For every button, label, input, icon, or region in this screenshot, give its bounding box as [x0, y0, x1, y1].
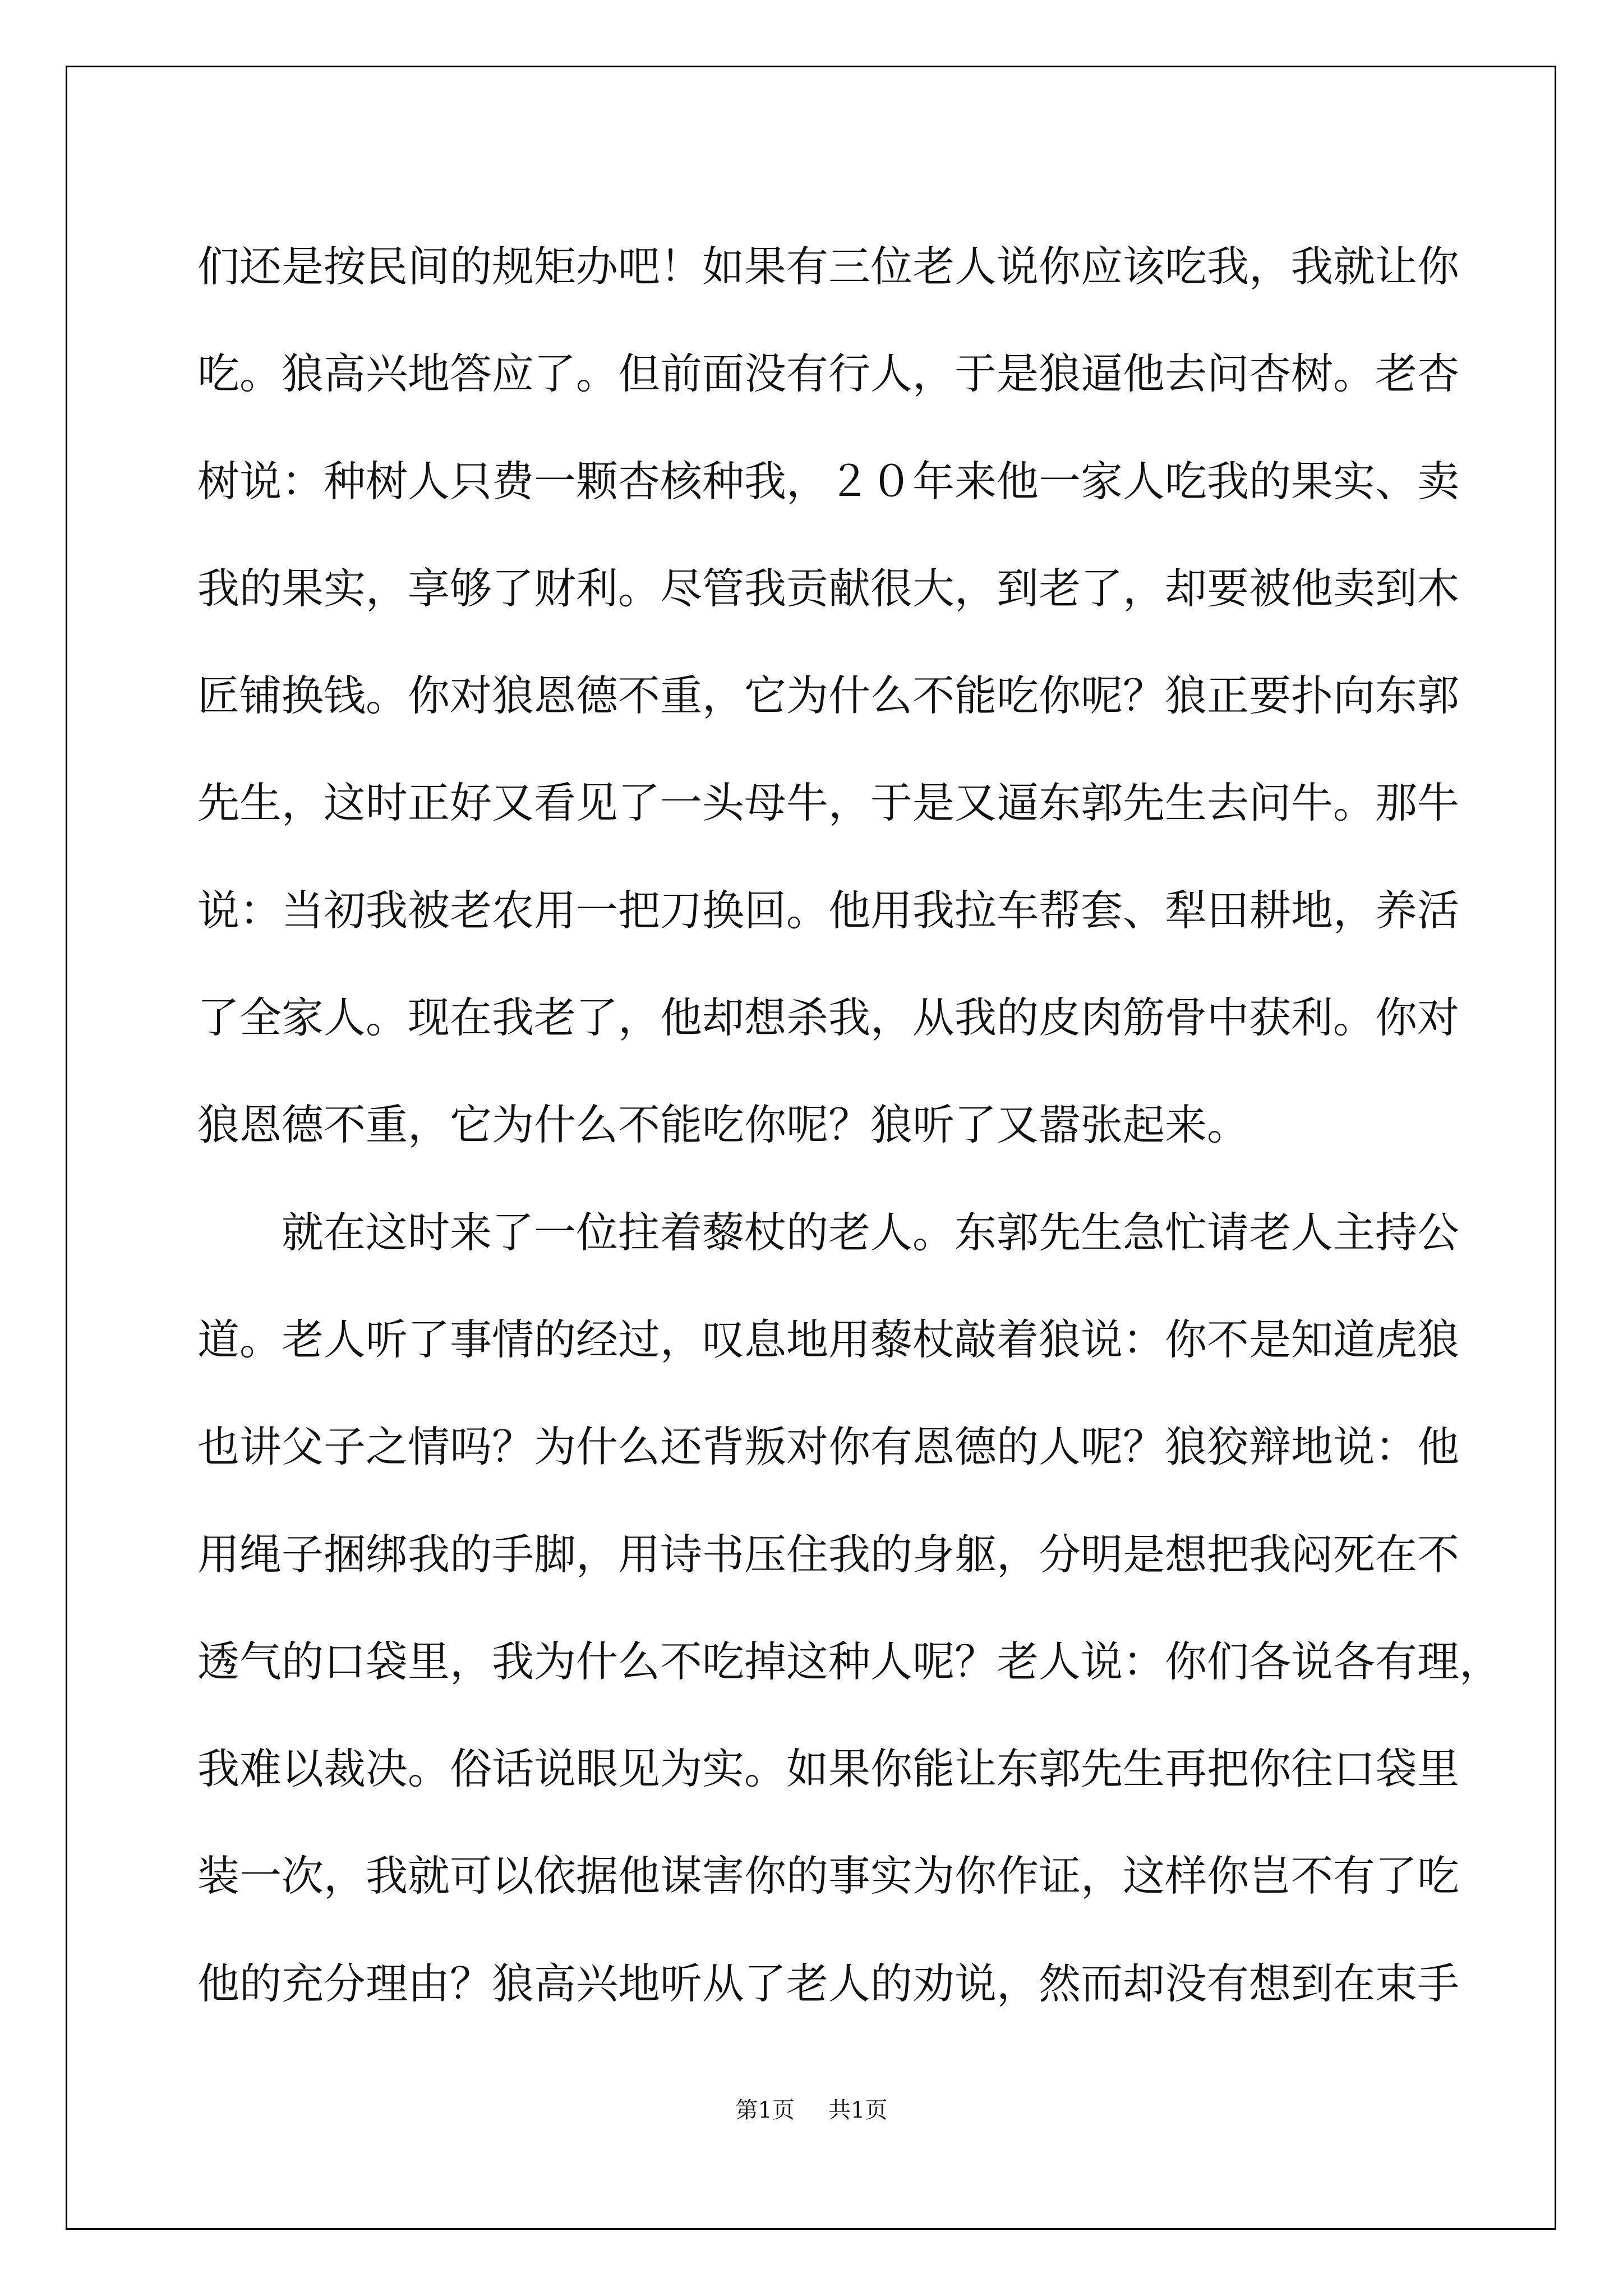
page-footer: [0, 2092, 1623, 2124]
text-line: 用绳子捆绑我的手脚，用诗书压住我的身躯，分明是想把我闷死在不: [197, 1529, 1460, 1579]
page-number: 第1页: [735, 2097, 795, 2123]
text-line: 树说：种树人只费一颗杏核种我，２０年来他一家人吃我的果实、卖: [197, 456, 1460, 506]
paragraph-end-line: 狼恩德不重，它为什么不能吃你呢？狼听了又嚣张起来。: [197, 1100, 1249, 1150]
paragraph-start-line: 就在这时来了一位拄着藜杖的老人。东郭先生急忙请老人主持公: [282, 1207, 1460, 1257]
text-line: 先生，这时正好又看见了一头母牛，于是又逼东郭先生去问牛。那牛: [197, 778, 1460, 828]
text-line: 装一次，我就可以依据他谋害你的事实为你作证，这样你岂不有了吃: [197, 1851, 1460, 1901]
text-line: 说：当初我被老农用一把刀换回。他用我拉车帮套、犁田耕地，养活: [197, 885, 1460, 935]
document-body: [197, 213, 1502, 2037]
text-line: 们还是按民间的规矩办吧！如果有三位老人说你应该吃我，我就让你: [197, 242, 1460, 291]
text-line: 我难以裁决。俗话说眼见为实。如果你能让东郭先生再把你往口袋里: [197, 1744, 1460, 1794]
text-line: 他的充分理由？狼高兴地听从了老人的劝说，然而却没有想到在束手: [197, 1958, 1460, 2008]
text-line: 道。老人听了事情的经过，叹息地用藜杖敲着狼说：你不是知道虎狼: [197, 1314, 1460, 1364]
text-line: 匠铺换钱。你对狼恩德不重，它为什么不能吃你呢？狼正要扑向东郭: [197, 671, 1460, 721]
page-total: 共1页: [828, 2097, 888, 2123]
text-line: 吃。狼高兴地答应了。但前面没有行人，于是狼逼他去问杏树。老杏: [197, 349, 1460, 399]
text-line: 也讲父子之情吗？为什么还背叛对你有恩德的人呢？狼狡辩地说：他: [197, 1422, 1460, 1472]
text-line: 透气的口袋里，我为什么不吃掉这种人呢？老人说：你们各说各有理，: [197, 1636, 1502, 1686]
text-line: 我的果实，享够了财利。尽管我贡献很大，到老了，却要被他卖到木: [197, 563, 1460, 613]
text-line: 了全家人。现在我老了，他却想杀我，从我的皮肉筋骨中获利。你对: [197, 993, 1460, 1043]
